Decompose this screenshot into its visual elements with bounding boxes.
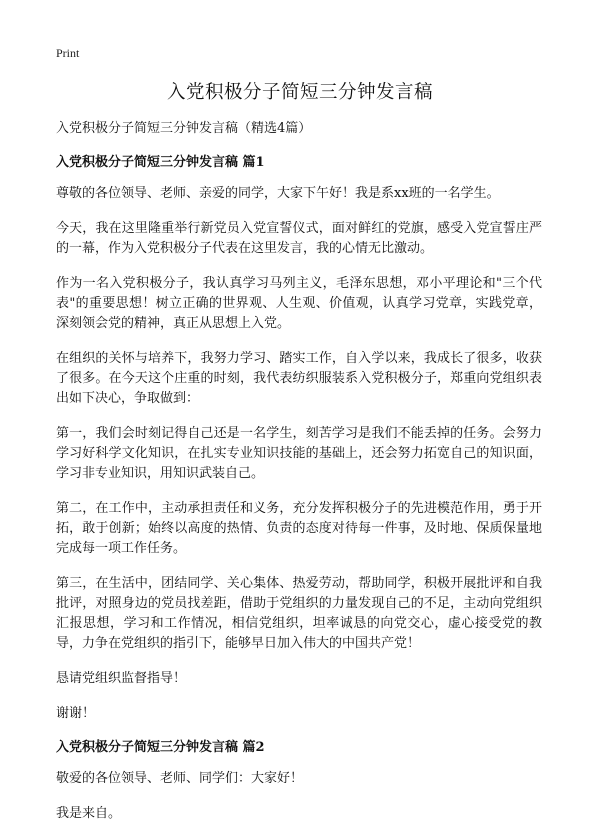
paragraph: 恳请党组织监督指导！ bbox=[56, 671, 187, 686]
print-link[interactable]: Print bbox=[56, 46, 80, 60]
document-body bbox=[56, 120, 542, 839]
paragraph: 在组织的关怀与培养下，我努力学习、踏实工作，自入学以来，我成长了很多，收获了很多。在今天这个庄重的时刻，我代表纺织服装系入党积极分子，郑重向党组织表出如下决心，争取做到： bbox=[56, 351, 542, 406]
paragraph-greeting: 敬爱的各位领导、老师、同学们：大家好！ bbox=[56, 771, 304, 786]
section-heading: 入党积极分子简短三分钟发言稿 篇1 bbox=[56, 155, 265, 170]
paragraph: 作为一名入党积极分子，我认真学习马列主义，毛泽东思想，邓小平理论和"三个代表"的重要思想！树立正确的世界观、人生观、价值观，认真学习党章，实践党章，深刻领会党的精神，真正从思想上入党。 bbox=[56, 276, 542, 331]
paragraph: 第二，在工作中，主动承担责任和义务，充分发挥积极分子的先进模范作用，勇于开拓，敢于创新；始终以高度的热情、负责的态度对待每一件事，及时地、保质保量地完成每一项工作任务。 bbox=[56, 501, 542, 556]
section-1 bbox=[56, 154, 542, 724]
paragraph: 我是来自。 bbox=[56, 806, 122, 821]
document-subtitle: 入党积极分子简短三分钟发言稿（精选4篇） bbox=[56, 121, 312, 136]
document-title: 入党积极分子简短三分钟发言稿 bbox=[166, 82, 433, 103]
paragraph: 第一，我们会时刻记得自己还是一名学生，刻苦学习是我们不能丢掉的任务。会努力学习好科学文化知识，在扎实专业知识技能的基础上，还会努力拓宽自己的知识面，学习非专业知识，用知识武装自己。 bbox=[56, 426, 542, 481]
paragraph: 第三，在生活中，团结同学、关心集体、热爱劳动，帮助同学，积极开展批评和自我批评，对照身边的党员找差距，借助于党组织的力量发现自己的不足，主动向党组织汇报思想，学习和工作情况，相信党组织，坦率诚恳的向党交心，虚心接受党的教导，力争在党组织的指引下，能够早日加入伟大的中国共产党！ bbox=[56, 576, 542, 651]
section-2 bbox=[56, 739, 542, 824]
paragraph: 今天，我在这里隆重举行新党员入党宣誓仪式，面对鲜红的党旗，感受入党宣誓庄严的一幕，作为入党积极分子代表在这里发言，我的心情无比激动。 bbox=[56, 221, 542, 256]
paragraph-greeting: 尊敬的各位领导、老师、亲爱的同学，大家下午好！我是系xx班的一名学生。 bbox=[56, 186, 500, 201]
paragraph-closing: 谢谢！ bbox=[56, 706, 96, 721]
section-heading: 入党积极分子简短三分钟发言稿 篇2 bbox=[56, 740, 265, 755]
